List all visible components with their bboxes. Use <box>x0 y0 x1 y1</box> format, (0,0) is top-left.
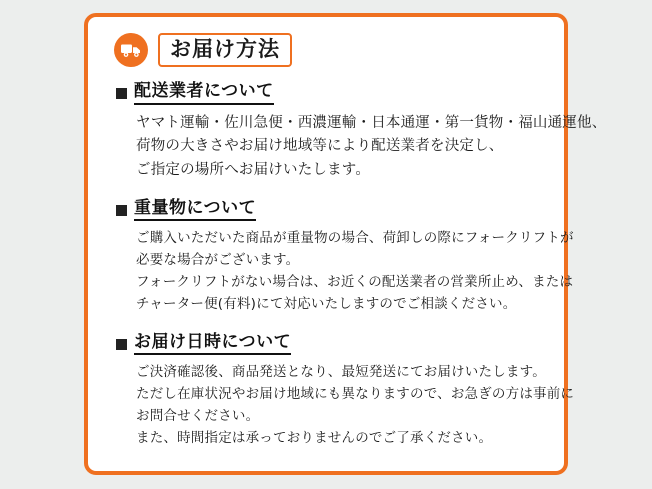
section-title: 重量物について <box>134 198 256 221</box>
section-title: お届け日時について <box>134 332 291 355</box>
body-line: ただし在庫状況やお届け地域にも異なりますので、お急ぎの方は事前に <box>136 386 575 403</box>
body-line: フォークリフトがない場合は、お近くの配送業者の営業所止め、または <box>136 274 574 291</box>
body-line: 荷物の大きさやお届け地域等により配送業者を決定し、 <box>136 138 504 155</box>
header <box>114 33 544 67</box>
page-title: お届け方法 <box>170 37 280 61</box>
page-title-box <box>158 33 292 67</box>
card-inner <box>88 17 607 476</box>
section-body <box>136 228 574 315</box>
body-line: お問合せください。 <box>136 407 260 424</box>
body-line: ご決済確認後、商品発送となり、最短発送にてお届けいたします。 <box>136 364 546 381</box>
section-delivery-datetime <box>116 331 575 450</box>
body-line: 必要な場合がございます。 <box>136 252 300 269</box>
body-line: ご指定の場所へお届けいたします。 <box>136 161 371 178</box>
section-header <box>116 81 544 104</box>
bullet-square-icon <box>116 205 127 216</box>
delivery-truck-icon <box>114 33 148 67</box>
body-line: また、時間指定は承っておりませんのでご了承ください。 <box>136 429 493 446</box>
section-heavy-items <box>116 197 574 316</box>
section-title: 配送業者について <box>134 81 274 104</box>
body-line: チャーター便(有料)にて対応いたしますのでご相談ください。 <box>136 295 517 312</box>
body-line: ご購入いただいた商品が重量物の場合、荷卸しの際にフォークリフトが <box>136 230 574 247</box>
section-header <box>116 198 544 221</box>
delivery-info-card <box>84 13 607 475</box>
section-header <box>116 332 544 355</box>
section-shipping-carrier <box>116 81 607 182</box>
bullet-square-icon <box>116 88 127 99</box>
bullet-square-icon <box>116 339 127 350</box>
section-body <box>136 362 575 449</box>
section-body <box>136 112 607 182</box>
body-line: ヤマト運輸・佐川急便・西濃運輸・日本通運・第一貨物・福山通運他、 <box>136 114 607 131</box>
